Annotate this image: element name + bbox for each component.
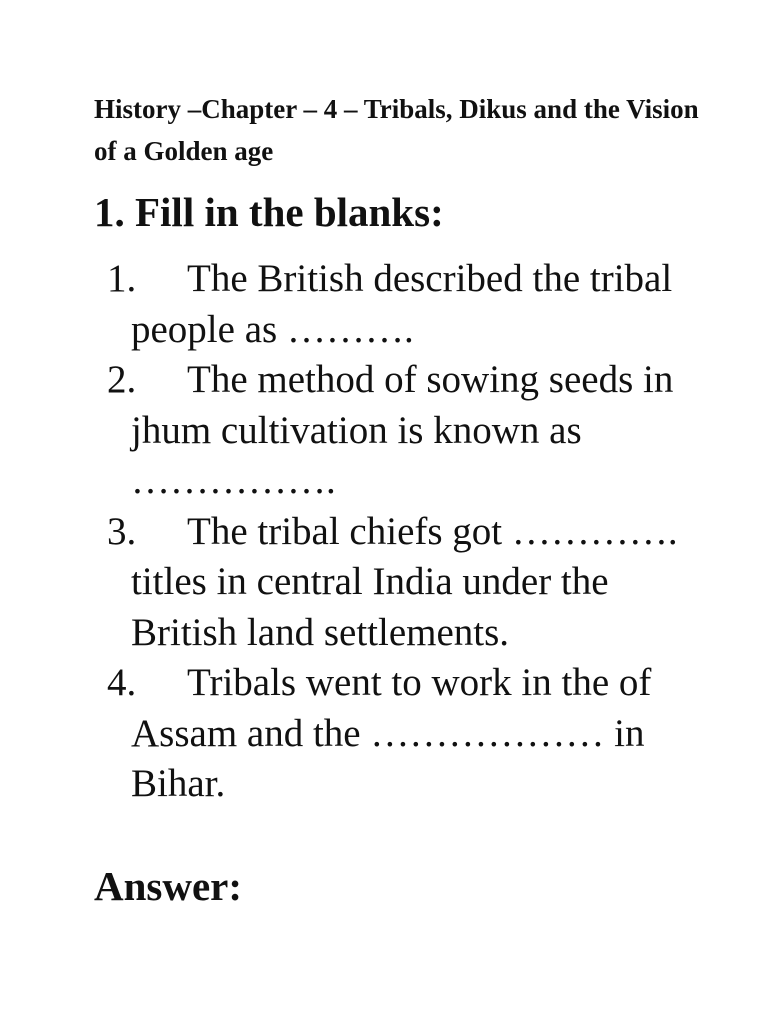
question-list <box>0 254 691 810</box>
question-text: The tribal chiefs got …………. titles in central India under the British land settlements. <box>131 509 678 654</box>
question-text: Tribals went to work in the of Assam and the ……………… in Bihar. <box>131 661 652 805</box>
question-item <box>107 658 691 810</box>
chapter-title: History –Chapter – 4 – Tribals, Dikus and the Vision of a Golden age <box>94 94 699 166</box>
question-item <box>107 355 691 507</box>
question-item <box>107 507 691 659</box>
question-text: The British described the tribal people as ………. <box>131 257 673 351</box>
question-number: 2. <box>107 358 137 401</box>
section-heading: 1. Fill in the blanks: <box>94 189 444 235</box>
answer-heading: Answer: <box>94 863 243 909</box>
question-number: 4. <box>107 661 137 704</box>
question-item <box>107 254 691 355</box>
question-text: The method of sowing seeds in jhum cultivation is known as ……………. <box>131 358 674 502</box>
question-number: 3. <box>107 509 137 553</box>
question-number: 1. <box>107 257 137 300</box>
